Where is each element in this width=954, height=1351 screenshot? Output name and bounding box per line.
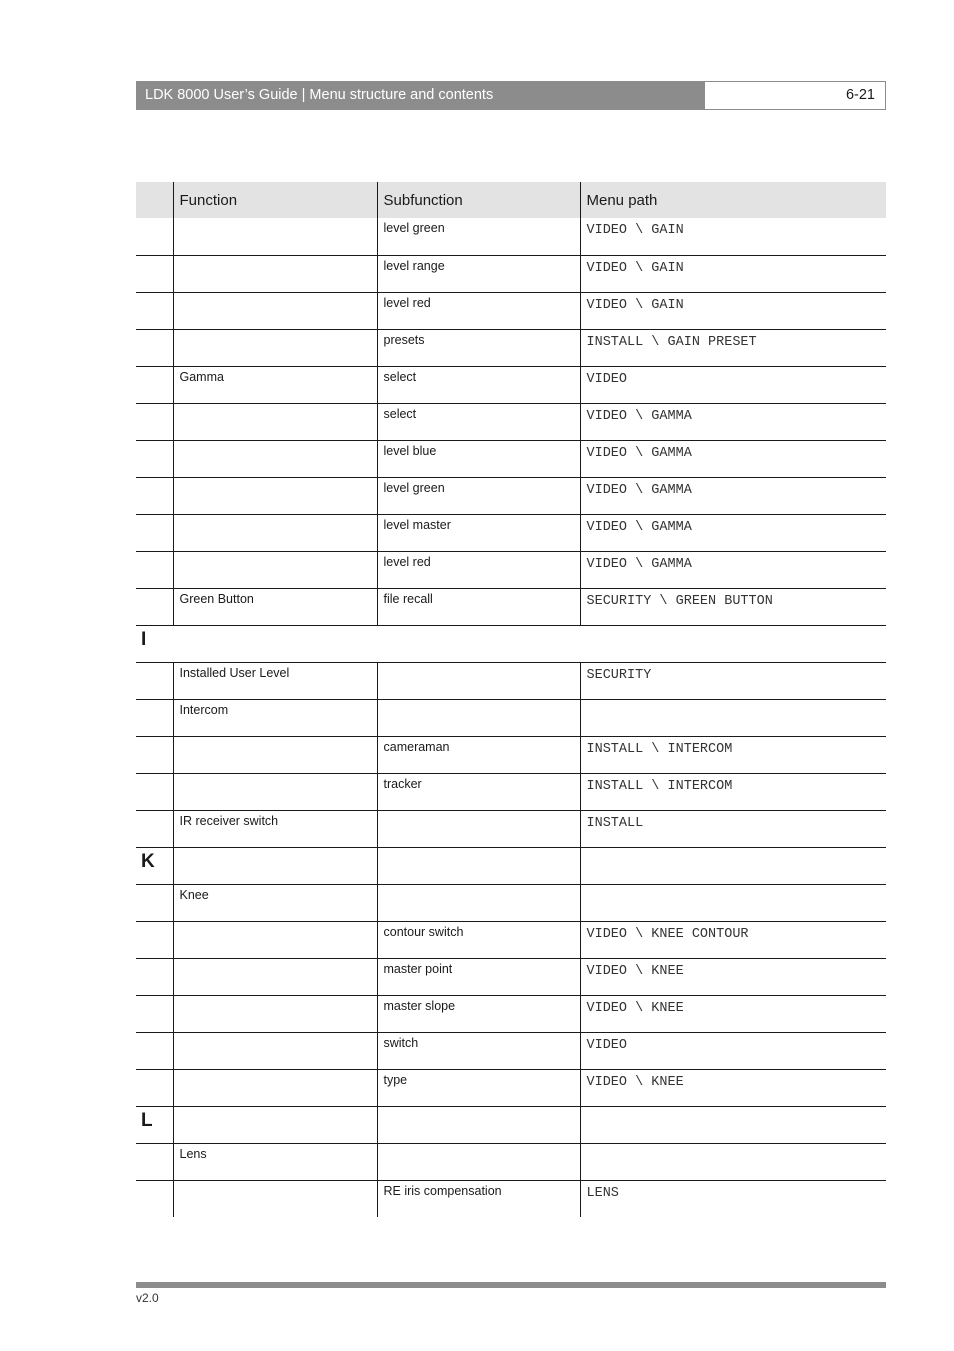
function-cell-text (174, 552, 377, 555)
function-cell-text (174, 996, 377, 999)
subfunction-cell-text: master point (383, 961, 453, 976)
subfunction-cell-text: type (383, 1072, 408, 1087)
function-cell-text (174, 1070, 377, 1073)
function-cell-text (174, 256, 377, 259)
menu-path-cell-text (581, 700, 887, 705)
section-letter (136, 514, 173, 551)
section-letter (136, 218, 173, 255)
page-header (136, 81, 886, 110)
table-row (136, 958, 886, 995)
subfunction-cell (377, 1069, 580, 1106)
menu-path-cell (580, 329, 886, 366)
function-cell (173, 255, 377, 292)
table-row (136, 440, 886, 477)
menu-path-cell-text: VIDEO \ GAMMA (586, 445, 692, 461)
section-letter-text (136, 589, 173, 592)
function-cell (173, 958, 377, 995)
subfunction-cell (377, 958, 580, 995)
menu-path-cell (580, 958, 886, 995)
function-cell (173, 773, 377, 810)
function-cell (173, 1180, 377, 1217)
function-cell (173, 403, 377, 440)
function-cell-text (174, 330, 377, 333)
function-cell (173, 1032, 377, 1069)
section-letter-text (136, 293, 173, 296)
function-cell-text (174, 774, 377, 777)
section-letter (136, 958, 173, 995)
function-cell-text: Installed User Level (179, 665, 290, 680)
table-row (136, 1032, 886, 1069)
table-row (136, 699, 886, 736)
subfunction-cell-text: level red (383, 554, 431, 569)
menu-path-cell-text: VIDEO \ GAIN (586, 297, 684, 313)
subfunction-cell-text (377, 626, 580, 629)
subfunction-cell (377, 255, 580, 292)
section-row (136, 847, 886, 884)
section-letter (136, 736, 173, 773)
section-letter (136, 921, 173, 958)
section-letter (136, 662, 173, 699)
menu-path-cell (580, 921, 886, 958)
menu-path-cell-text (581, 848, 887, 853)
section-letter-text (136, 811, 173, 814)
subfunction-cell-text: level green (383, 221, 445, 235)
section-letter-text (136, 256, 173, 259)
subfunction-cell (377, 477, 580, 514)
subfunction-cell (377, 921, 580, 958)
menu-path-cell-text: VIDEO (586, 371, 628, 387)
section-letter-text (136, 774, 173, 777)
function-cell (173, 551, 377, 588)
menu-path-cell (580, 255, 886, 292)
section-letter (136, 884, 173, 921)
function-cell-text (174, 404, 377, 407)
column-header-menu-path: Menu path (580, 182, 886, 218)
section-letter-text (136, 922, 173, 925)
table-body (136, 218, 886, 1217)
function-cell (173, 588, 377, 625)
menu-path-cell (580, 699, 886, 736)
table-row (136, 514, 886, 551)
function-cell (173, 847, 377, 884)
function-cell (173, 995, 377, 1032)
menu-path-cell (580, 884, 886, 921)
section-letter (136, 255, 173, 292)
subfunction-cell (377, 699, 580, 736)
function-cell (173, 1069, 377, 1106)
column-header-letter (136, 182, 173, 218)
section-letter (136, 847, 173, 884)
subfunction-cell-text: level red (383, 295, 431, 310)
function-cell-text: Green Button (179, 591, 254, 606)
menu-path-cell-text: SECURITY (586, 667, 652, 683)
table-row (136, 588, 886, 625)
section-letter-text (136, 996, 173, 999)
subfunction-cell-text: contour switch (383, 924, 464, 939)
section-letter (136, 773, 173, 810)
function-cell-text: Lens (179, 1146, 207, 1161)
function-cell-text (174, 737, 377, 740)
menu-path-cell (580, 366, 886, 403)
function-cell (173, 625, 377, 662)
function-cell (173, 440, 377, 477)
subfunction-cell-text: RE iris compensation (383, 1183, 502, 1198)
menu-path-cell (580, 1143, 886, 1180)
subfunction-cell-text (378, 1107, 580, 1110)
section-letter-text (136, 330, 173, 333)
subfunction-cell (377, 1106, 580, 1143)
section-letter-text (136, 1181, 173, 1184)
menu-path-cell (580, 440, 886, 477)
subfunction-cell-text (378, 1144, 580, 1147)
subfunction-cell-text (378, 663, 580, 666)
function-cell-text (174, 1033, 377, 1036)
table-row (136, 255, 886, 292)
function-cell-text (174, 441, 377, 444)
section-letter-text (136, 663, 173, 666)
subfunction-cell (377, 551, 580, 588)
menu-path-cell-text: LENS (586, 1185, 619, 1201)
section-letter (136, 1069, 173, 1106)
menu-path-cell-text: VIDEO \ GAIN (586, 260, 684, 276)
section-letter (136, 366, 173, 403)
subfunction-cell-text: tracker (383, 776, 422, 791)
subfunction-cell (377, 1180, 580, 1217)
function-cell-text (174, 478, 377, 481)
table-row (136, 477, 886, 514)
subfunction-cell (377, 292, 580, 329)
subfunction-cell (377, 588, 580, 625)
menu-path-cell (580, 625, 886, 662)
section-letter-text: K (141, 850, 155, 872)
subfunction-cell (377, 366, 580, 403)
table-row (136, 1069, 886, 1106)
function-cell (173, 884, 377, 921)
subfunction-cell-text (378, 700, 580, 703)
subfunction-cell-text (378, 811, 580, 814)
section-letter (136, 329, 173, 366)
section-letter (136, 440, 173, 477)
subfunction-cell-text (378, 885, 580, 888)
table-row (136, 218, 886, 255)
function-cell-text (174, 218, 377, 221)
menu-path-cell (580, 1180, 886, 1217)
section-letter-text (136, 959, 173, 962)
function-cell (173, 292, 377, 329)
subfunction-cell (377, 773, 580, 810)
subfunction-cell (377, 218, 580, 255)
table-row (136, 995, 886, 1032)
section-letter (136, 292, 173, 329)
section-letter-text: L (141, 1109, 153, 1131)
section-letter-text (136, 515, 173, 518)
function-cell (173, 218, 377, 255)
function-cell-text (174, 922, 377, 925)
section-letter-text (136, 1033, 173, 1036)
subfunction-cell-text: file recall (383, 591, 433, 606)
function-cell (173, 329, 377, 366)
table-row (136, 921, 886, 958)
section-letter-text (136, 1144, 173, 1147)
column-header-subfunction: Subfunction (377, 182, 580, 218)
menu-path-cell-text: VIDEO \ KNEE CONTOUR (586, 926, 749, 942)
page-number: 6-21 (704, 81, 886, 110)
section-letter-text (136, 1070, 173, 1073)
function-cell-text (174, 848, 377, 851)
menu-path-cell (580, 551, 886, 588)
menu-path-cell-text: SECURITY \ GREEN BUTTON (586, 593, 773, 609)
section-letter (136, 1180, 173, 1217)
subfunction-cell (377, 884, 580, 921)
subfunction-cell (377, 403, 580, 440)
header-title: LDK 8000 User’s Guide | Menu structure and contents (136, 81, 704, 110)
subfunction-cell-text: presets (383, 332, 425, 347)
section-letter-text (136, 885, 173, 888)
function-cell (173, 1143, 377, 1180)
table-row (136, 810, 886, 847)
menu-path-cell (580, 1032, 886, 1069)
function-cell-text (174, 959, 377, 962)
subfunction-cell (377, 440, 580, 477)
table-row (136, 366, 886, 403)
section-letter (136, 1143, 173, 1180)
subfunction-cell-text: select (383, 369, 417, 384)
subfunction-cell-text: switch (383, 1035, 419, 1050)
section-letter-text (136, 367, 173, 370)
menu-path-cell-text: VIDEO \ KNEE (586, 1000, 684, 1016)
function-cell-text (174, 1181, 377, 1184)
menu-path-cell-text: INSTALL (586, 815, 644, 831)
menu-path-cell-text: INSTALL \ INTERCOM (586, 741, 733, 757)
subfunction-cell-text: level green (383, 480, 445, 495)
function-cell (173, 662, 377, 699)
function-cell-text: Gamma (179, 369, 224, 384)
subfunction-cell (377, 625, 580, 662)
function-cell (173, 366, 377, 403)
table-row (136, 736, 886, 773)
menu-path-cell-text: VIDEO \ GAMMA (586, 408, 692, 424)
section-letter (136, 810, 173, 847)
menu-path-cell (580, 218, 886, 255)
function-cell (173, 921, 377, 958)
menu-path-cell-text: INSTALL \ GAIN PRESET (586, 334, 757, 350)
function-cell (173, 810, 377, 847)
section-row (136, 1106, 886, 1143)
menu-path-cell-text: VIDEO \ KNEE (586, 963, 684, 979)
menu-path-cell (580, 1069, 886, 1106)
column-header-function: Function (173, 182, 377, 218)
subfunction-cell (377, 1032, 580, 1069)
menu-path-cell (580, 773, 886, 810)
table-row (136, 551, 886, 588)
section-letter (136, 699, 173, 736)
table-row (136, 292, 886, 329)
menu-path-cell-text (581, 1107, 887, 1112)
menu-path-cell (580, 810, 886, 847)
table-row (136, 329, 886, 366)
menu-path-cell-text (580, 626, 886, 631)
menu-path-cell-text: VIDEO \ GAMMA (586, 482, 692, 498)
menu-path-cell-text: VIDEO \ GAIN (586, 223, 684, 238)
menu-table (136, 182, 886, 1217)
menu-path-cell-text (581, 885, 887, 890)
section-letter-text (136, 218, 173, 221)
subfunction-cell (377, 662, 580, 699)
subfunction-cell (377, 1143, 580, 1180)
menu-path-cell (580, 292, 886, 329)
footer-bar (136, 1282, 886, 1288)
subfunction-cell (377, 736, 580, 773)
section-letter (136, 403, 173, 440)
function-cell-text: Knee (179, 887, 209, 902)
function-cell (173, 477, 377, 514)
menu-path-cell-text (581, 1144, 887, 1149)
section-letter (136, 1032, 173, 1069)
subfunction-cell-text: level master (383, 517, 451, 532)
subfunction-cell (377, 847, 580, 884)
function-cell-text (173, 626, 377, 629)
subfunction-cell (377, 514, 580, 551)
menu-path-cell (580, 847, 886, 884)
table-row (136, 1143, 886, 1180)
menu-path-cell-text: INSTALL \ INTERCOM (586, 778, 733, 794)
subfunction-cell-text: level range (383, 258, 445, 273)
function-cell (173, 1106, 377, 1143)
table-row (136, 1180, 886, 1217)
function-cell-text: Intercom (179, 702, 229, 717)
section-letter (136, 995, 173, 1032)
section-letter (136, 625, 173, 662)
menu-path-cell (580, 995, 886, 1032)
section-letter (136, 588, 173, 625)
subfunction-cell-text: select (383, 406, 417, 421)
menu-path-cell-text: VIDEO \ KNEE (586, 1074, 684, 1090)
section-letter (136, 477, 173, 514)
table-header-row (136, 182, 886, 218)
table-row (136, 884, 886, 921)
version-label: v2.0 (136, 1291, 159, 1305)
menu-path-cell (580, 477, 886, 514)
subfunction-cell (377, 995, 580, 1032)
section-letter-text (136, 700, 173, 703)
function-cell (173, 514, 377, 551)
section-letter (136, 1106, 173, 1143)
section-letter (136, 551, 173, 588)
function-cell-text: IR receiver switch (179, 813, 279, 828)
table-row (136, 403, 886, 440)
menu-path-cell (580, 736, 886, 773)
subfunction-cell (377, 329, 580, 366)
section-letter-text (136, 478, 173, 481)
section-letter-text (136, 552, 173, 555)
section-letter-text (136, 441, 173, 444)
menu-path-cell-text: VIDEO (586, 1037, 628, 1053)
menu-path-cell (580, 662, 886, 699)
function-cell-text (174, 293, 377, 296)
function-cell-text (174, 1107, 377, 1110)
subfunction-cell (377, 810, 580, 847)
menu-path-cell-text: VIDEO \ GAMMA (586, 519, 692, 535)
section-letter-text (136, 737, 173, 740)
menu-path-cell (580, 403, 886, 440)
subfunction-cell-text: cameraman (383, 739, 450, 754)
menu-path-cell (580, 588, 886, 625)
table-row (136, 773, 886, 810)
subfunction-cell-text: master slope (383, 998, 456, 1013)
section-letter-text: I (141, 628, 147, 650)
subfunction-cell-text: level blue (383, 443, 437, 458)
menu-path-cell (580, 514, 886, 551)
function-cell-text (174, 515, 377, 518)
function-cell (173, 736, 377, 773)
menu-path-cell (580, 1106, 886, 1143)
section-row (136, 625, 886, 662)
subfunction-cell-text (378, 848, 580, 851)
function-cell (173, 699, 377, 736)
section-letter-text (136, 404, 173, 407)
menu-path-cell-text: VIDEO \ GAMMA (586, 556, 692, 572)
table-row (136, 662, 886, 699)
